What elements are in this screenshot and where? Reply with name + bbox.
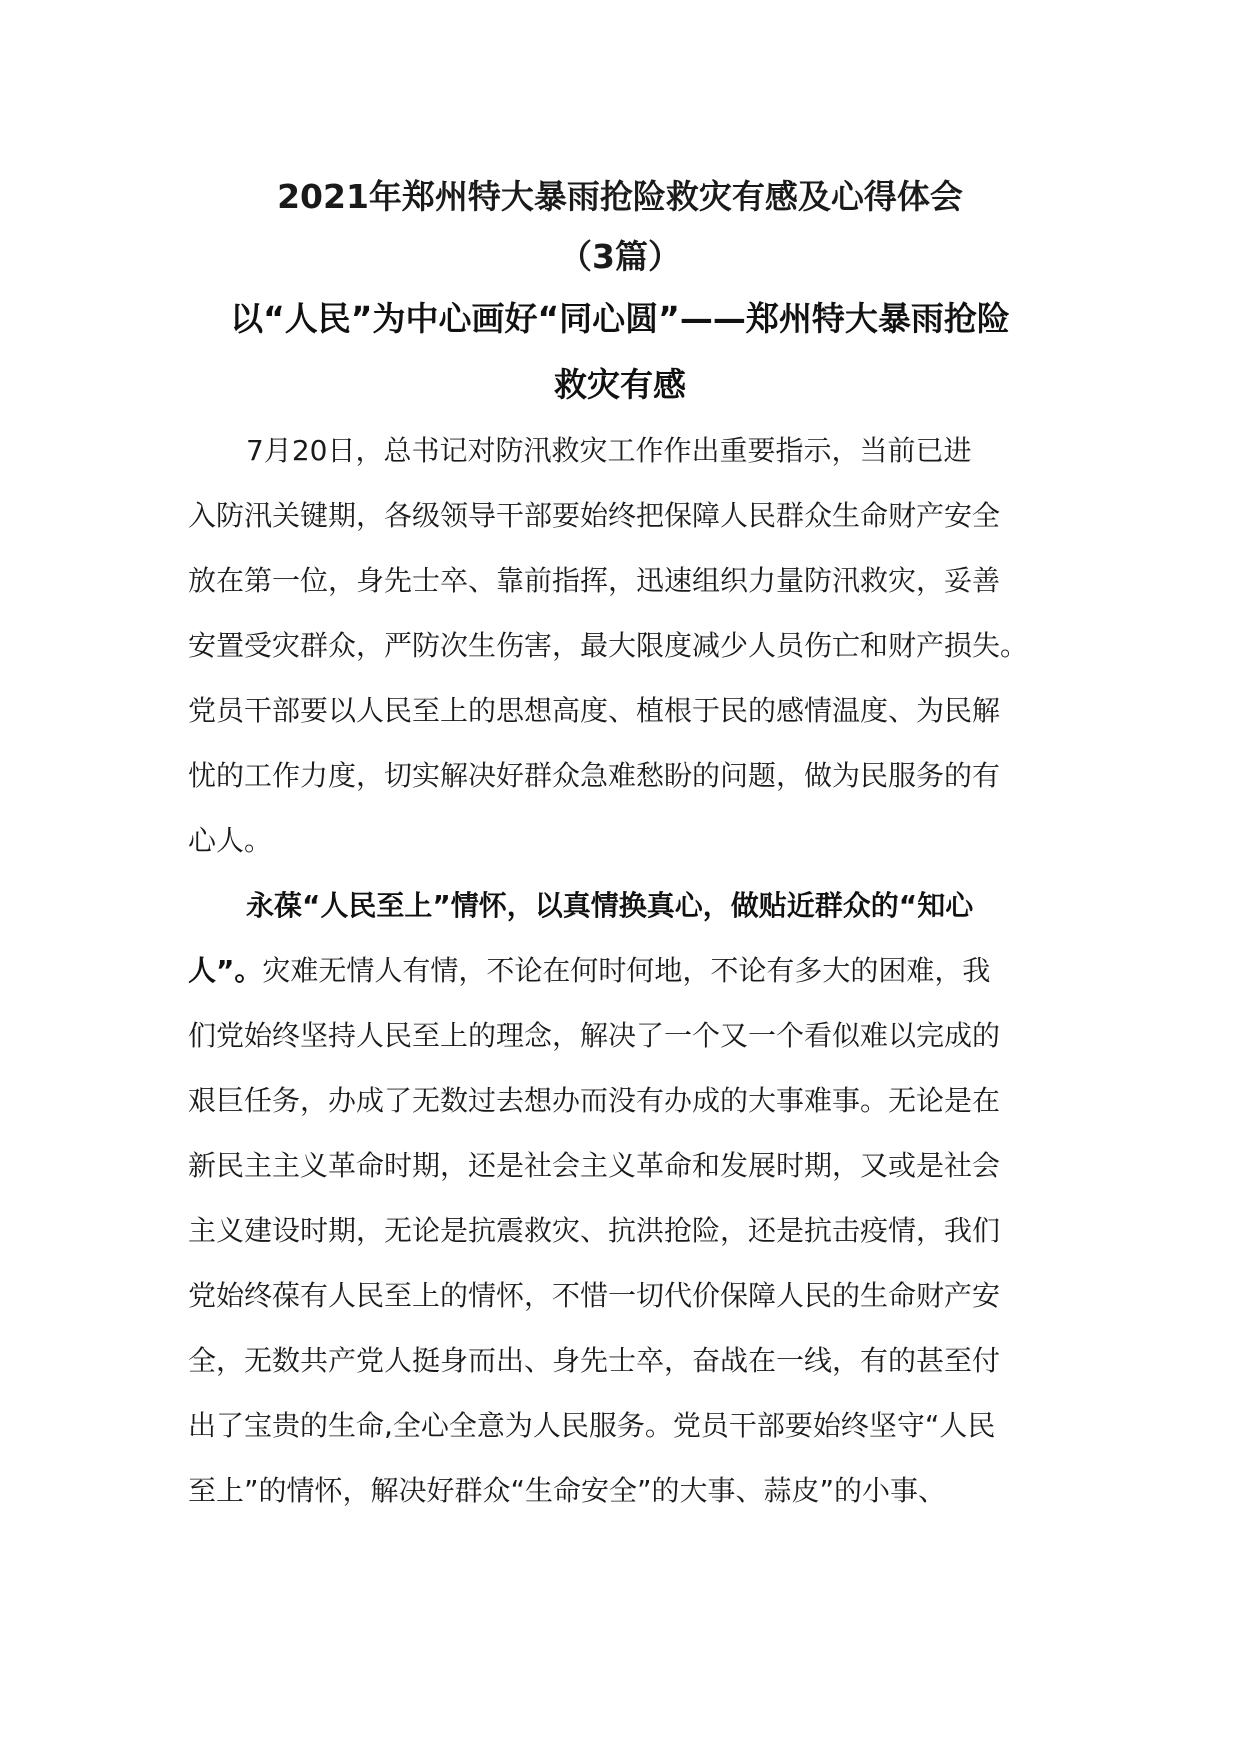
paragraph-2-line: 党始终葆有人民至上的情怀，不惜一切代价保障人民的生命财产安: [188, 1279, 1001, 1312]
paragraph-1-line: 入防汛关键期，各级领导干部要始终把保障人民群众生命财产安全: [188, 499, 1001, 532]
document-title-line-1: 2021年郑州特大暴雨抢险救灾有感及心得体会: [277, 177, 963, 216]
article-title-line-2: 救灾有感: [554, 365, 686, 404]
document-page: [188, 170, 1052, 1523]
paragraph-2-line: 主义建设时期，无论是抗震救灾、抗洪抢险，还是抗击疫情，我们: [188, 1214, 1001, 1247]
paragraph-1-line: 安置受灾群众，严防次生伤害，最大限度减少人员伤亡和财产损失。: [188, 629, 1029, 662]
paragraph-1: [188, 418, 1052, 873]
article-title-line-1: 以“人民”为中心画好“同心圆”——郑州特大暴雨抢险: [230, 299, 1010, 338]
paragraph-2-line: 艰巨任务，办成了无数过去想办而没有办成的大事难事。无论是在: [188, 1084, 1001, 1117]
paragraph-1-line: 7月20日，总书记对防汛救灾工作作出重要指示，当前已进: [246, 434, 972, 467]
paragraph-2-line-rest: 灾难无情人有情，不论在何时何地，不论有多大的困难，我: [262, 954, 991, 987]
paragraph-1-line: 心人。: [188, 824, 273, 857]
paragraph-2-line: 新民主主义革命时期，还是社会主义革命和发展时期，又或是社会: [188, 1149, 1001, 1182]
document-title-line-2: （3篇）: [559, 237, 681, 276]
article-title: [188, 286, 1052, 418]
paragraph-2-line: 出了宝贵的生命,全心全意为人民服务。党员干部要始终坚守“人民: [188, 1409, 996, 1442]
paragraph-2: [188, 873, 1052, 1523]
paragraph-2-heading-end: 人”。: [188, 954, 263, 987]
paragraph-2-line: 们党始终坚持人民至上的理念，解决了一个又一个看似难以完成的: [188, 1019, 1001, 1052]
paragraph-2-line: 全，无数共产党人挺身而出、身先士卒，奋战在一线，有的甚至付: [188, 1344, 1001, 1377]
paragraph-1-line: 忧的工作力度，切实解决好群众急难愁盼的问题，做为民服务的有: [188, 759, 1001, 792]
paragraph-2-line: [188, 938, 1052, 1003]
paragraph-2-heading-line: 永葆“人民至上”情怀，以真情换真心，做贴近群众的“知心: [246, 889, 974, 922]
paragraph-1-line: 放在第一位，身先士卒、靠前指挥，迅速组织力量防汛救灾，妥善: [188, 564, 1001, 597]
paragraph-1-line: 党员干部要以人民至上的思想高度、植根于民的感情温度、为民解: [188, 694, 1001, 727]
paragraph-2-line: 至上”的情怀，解决好群众“生命安全”的大事、蒜皮”的小事、: [188, 1474, 947, 1507]
document-title: [188, 170, 1052, 284]
